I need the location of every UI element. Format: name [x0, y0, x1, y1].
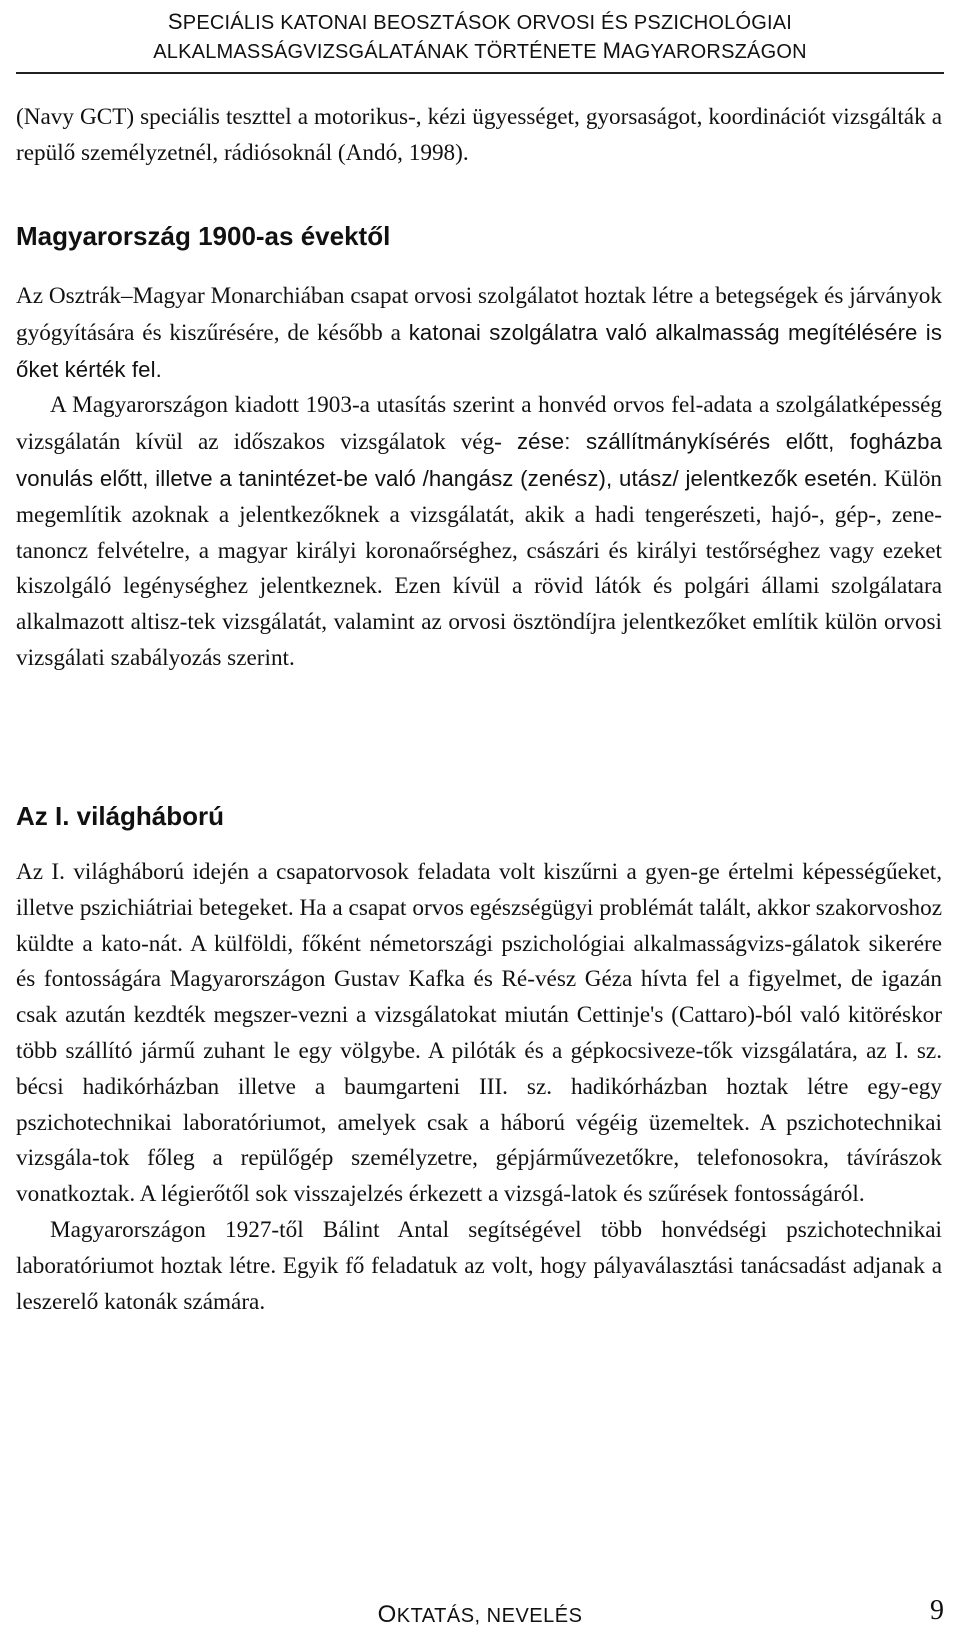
- intro-paragraph: (Navy GCT) speciális teszttel a motorikus-, kézi ügyességet, gyorsaságot, koordinációt vizsgálták a repülő személyzetnél, rádiósoknál (Andó, 1998).: [16, 104, 942, 166]
- section-ww1-body: [16, 855, 942, 1320]
- page-number: 9: [930, 1595, 944, 1626]
- paragraph: A Magyarországon kiadott 1903-a utasítás szerint a honvéd orvos fel-adata a szolgálatképesség vizsgálatán kívül az időszakos vizsgálatok vég- zése: szállítmánykísérés előtt, fogházba vonulás előtt, illetve a tanintézet-be való /hangász (zenész), utász/ jelentkezők esetén. Külön megemlítik azoknak a jelentkezőknek a vizsgálatát, akik a hadi tengerészeti, hajó-, gép-, zene-tanoncz felvételre, a magyar királyi koronaőrséghez, császári és királyi testőrséghez vagy ezeket kiszolgáló legénységhez jelentkeznek. Ezen kívül a rövid látók és polgári állami szolgálatara alkalmazott altisz-tek vizsgálatát, valamint az orvosi ösztöndíjra jelentkezőket említik külön orvosi vizsgálati szabályozás szerint.: [16, 392, 943, 671]
- running-header-line-2: ALKALMASSÁGVIZSGÁLATÁNAK TÖRTÉNETE MAGYARORSZÁGON: [153, 38, 807, 63]
- header-rule: [16, 72, 944, 74]
- section-heading-1900s: Magyarország 1900-as évektől: [16, 221, 391, 251]
- paragraph: Az I. világháború idején a csapatorvosok feladata volt kiszűrni a gyen-ge értelmi képességűeket, illetve pszichiátriai betegeket. Ha a csapat orvos egészségügyi problémát talált, akkor szakorvoshoz küldte a kato-nát. A külföldi, főként németországi pszichológiai alkalmasságvizs-gálatok sikerére és fontosságára Magyarországon Gustav Kafka és Ré-vész Géza hívta fel a figyelmet, de igazán csak azután kezdték megszer-vezni a vizsgálatokat miután Cettinje's (Cattaro)-ból való kitöréskor több szállító jármű zuhant le egy völgybe. A pilóták és a gépkocsivezе-tők vizsgálatára, az I. sz. bécsi hadikórházban illetve a baumgarteni III. sz. hadikórházban hoztak létre egy-egy pszichotechnikai laboratóriumot, amelyek csak a háború végéig üzemeltek. A pszichotechnikai vizsgála-tok főleg a repülőgép személyzetre, gépjárművezetőkre, telefonosokra, távírászok vonatkoztak. A légierőtől sok visszajelzés érkezett a vizsgá-latok és szűrések fontosságáról.: [16, 859, 942, 1208]
- footer-title: OKTATÁS, NEVELÉS: [377, 1601, 583, 1628]
- paragraph: Az Osztrák–Magyar Monarchiában csapat orvosi szolgálatot hoztak létre a betegségek és járványok gyógyítására és kiszűrésére, de később a katonai szolgálatra való alkalmasság megítélésére is őket kérték fel.: [16, 283, 943, 382]
- running-header-line-1: SPECIÁLIS KATONAI BEOSZTÁSOK ORVOSI ÉS PSZICHOLÓGIAI: [167, 9, 793, 34]
- section-heading-ww1: Az I. világháború: [16, 801, 225, 831]
- page-footer: [0, 1595, 960, 1635]
- running-header: [0, 8, 960, 66]
- section-1900s-body: [16, 279, 942, 677]
- paragraph: Magyarországon 1927-től Bálint Antal segítségével több honvédségi pszichotechnikai laboratóriumot hoztak létre. Egyik fő feladatuk az volt, hogy pályaválasztási tanácsadást adjanak a leszerelő katonák számára.: [16, 1216, 942, 1315]
